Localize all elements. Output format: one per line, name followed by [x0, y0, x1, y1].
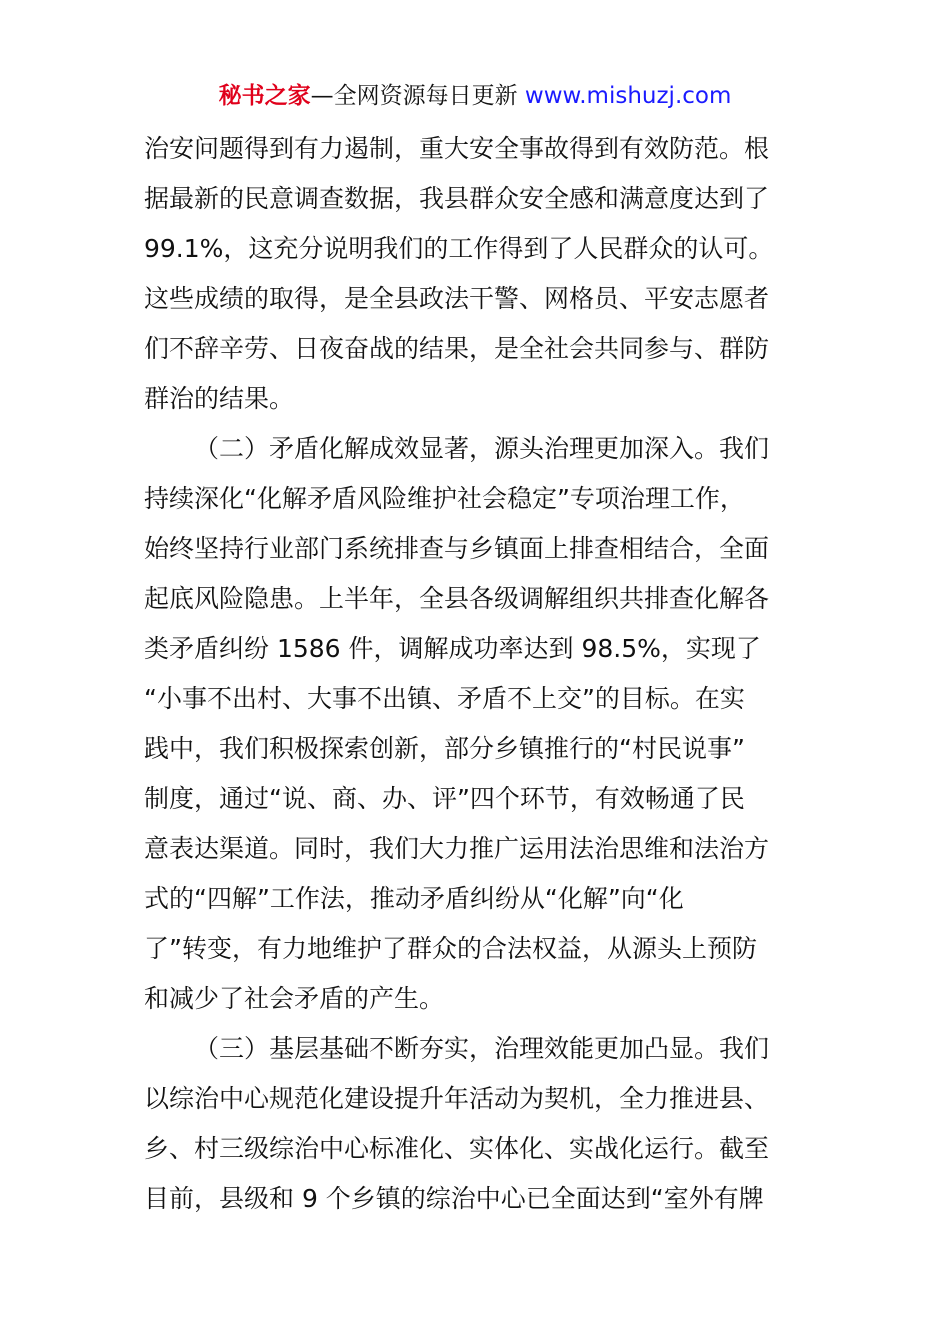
- page-header: [0, 80, 950, 112]
- header-brand: 秘书之家: [218, 83, 311, 109]
- text-line: 群治的结果。: [144, 384, 295, 413]
- text-line: 式的“四解”工作法，推动矛盾纠纷从“化解”向“化: [144, 884, 684, 913]
- header-url-link[interactable]: www.mishuzj.com: [524, 83, 732, 109]
- text-line: 始终坚持行业部门系统排查与乡镇面上排查相结合，全面: [144, 534, 770, 563]
- text-line: 这些成绩的取得，是全县政法干警、网格员、平安志愿者: [144, 284, 770, 313]
- text-line: 治安问题得到有力遏制，重大安全事故得到有效防范。根: [144, 134, 770, 163]
- text-line: 据最新的民意调查数据，我县群众安全感和满意度达到了: [144, 184, 770, 213]
- text-line: 以综治中心规范化建设提升年活动为契机，全力推进县、: [144, 1084, 770, 1113]
- text-line: 类矛盾纠纷 1586 件，调解成功率达到 98.5%，实现了: [144, 634, 761, 663]
- text-line: 乡、村三级综治中心标准化、实体化、实战化运行。截至: [144, 1134, 770, 1163]
- text-line: 和减少了社会矛盾的产生。: [144, 984, 445, 1013]
- paragraph-heading-line: （二）矛盾化解成效显著，源头治理更加深入。我们: [194, 434, 770, 463]
- text-line: 起底风险隐患。上半年，全县各级调解组织共排查化解各: [144, 584, 770, 613]
- document-body: [144, 124, 809, 1224]
- header-slogan: —全网资源每日更新: [310, 83, 518, 109]
- text-line: 99.1%，这充分说明我们的工作得到了人民群众的认可。: [144, 234, 774, 263]
- text-line: 意表达渠道。同时，我们大力推广运用法治思维和法治方: [144, 834, 770, 863]
- text-line: 持续深化“化解矛盾风险维护社会稳定”专项治理工作，: [144, 484, 745, 513]
- text-line: 制度，通过“说、商、办、评”四个环节，有效畅通了民: [144, 784, 745, 813]
- text-line: 目前，县级和 9 个乡镇的综治中心已全面达到“室外有牌: [144, 1184, 764, 1213]
- text-line: “小事不出村、大事不出镇、矛盾不上交”的目标。在实: [144, 684, 745, 713]
- paragraph-heading-line: （三）基层基础不断夯实，治理效能更加凸显。我们: [194, 1034, 770, 1063]
- text-line: 们不辞辛劳、日夜奋战的结果，是全社会共同参与、群防: [144, 334, 770, 363]
- text-line: 践中，我们积极探索创新，部分乡镇推行的“村民说事”: [144, 734, 745, 763]
- text-line: 了”转变，有力地维护了群众的合法权益，从源头上预防: [144, 934, 757, 963]
